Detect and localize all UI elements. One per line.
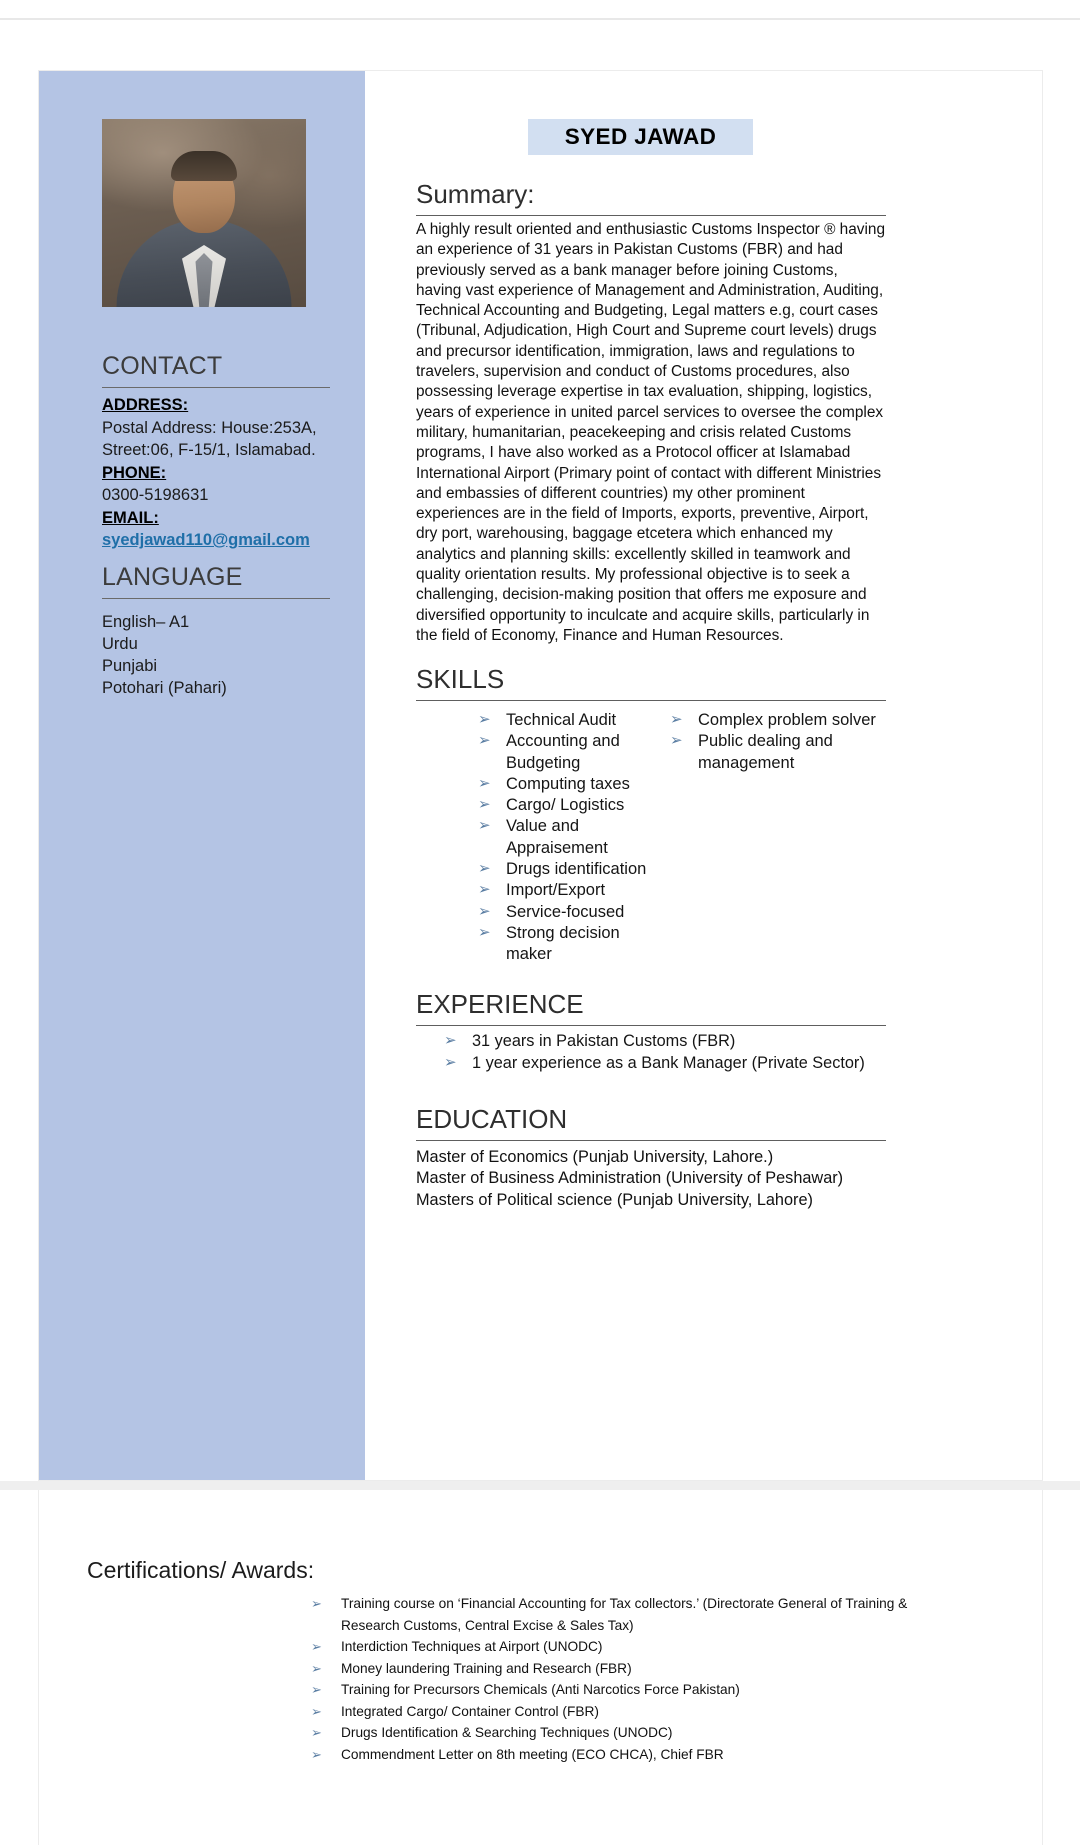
skill-label: Technical Audit [506, 711, 617, 729]
skill-item [478, 710, 648, 731]
arrow-bullet-icon: ➢ [311, 1703, 322, 1719]
skill-item [478, 816, 648, 859]
skill-item [478, 902, 648, 923]
phone-label: PHONE: [102, 463, 167, 482]
arrow-bullet-icon: ➢ [311, 1682, 322, 1697]
arrow-bullet-icon: ➢ [444, 1053, 457, 1071]
experience-item [444, 1031, 886, 1053]
certification-label: Drugs Identification & Searching Techniques (UNODC) [341, 1725, 673, 1740]
arrow-bullet-icon: ➢ [311, 1746, 322, 1762]
sidebar [39, 71, 365, 1480]
skill-label: Accounting and Budgeting [506, 732, 620, 772]
main-content [365, 71, 1044, 1480]
language-item: English– A1 [102, 613, 190, 631]
arrow-bullet-icon: ➢ [478, 817, 491, 835]
address-line-2: Street:06, F-15/1, Islamabad. [102, 441, 316, 459]
skill-label: Computing taxes [506, 774, 630, 793]
experience-label: 31 years in Pakistan Customs (FBR) [472, 1032, 736, 1050]
arrow-bullet-icon: ➢ [478, 923, 491, 941]
photo-hair-shape [171, 151, 237, 181]
profile-photo [102, 119, 306, 307]
language-list [102, 611, 342, 699]
skill-label: Value and Appraisement [506, 817, 608, 857]
arrow-bullet-icon: ➢ [444, 1032, 457, 1049]
page-break-divider [0, 1481, 1080, 1490]
certification-label: Money laundering Training and Research (FBR) [341, 1660, 632, 1676]
language-item: Punjabi [102, 657, 158, 675]
arrow-bullet-icon: ➢ [311, 1639, 322, 1654]
skills-column-right [648, 710, 886, 966]
certification-item [311, 1593, 931, 1636]
experience-heading: EXPERIENCE [416, 989, 886, 1026]
resume-sheet-two [38, 1490, 1043, 1845]
arrow-bullet-icon: ➢ [478, 774, 491, 792]
experience-label: 1 year experience as a Bank Manager (Private Sector) [472, 1053, 865, 1072]
experience-list [416, 1031, 886, 1074]
contact-heading: CONTACT [102, 352, 330, 388]
skill-item [478, 731, 648, 774]
skill-item [478, 774, 648, 795]
skills-columns [416, 710, 886, 966]
certification-item [311, 1744, 931, 1766]
certifications-list [311, 1593, 931, 1765]
education-heading: EDUCATION [416, 1104, 886, 1141]
arrow-bullet-icon: ➢ [670, 732, 683, 750]
arrow-bullet-icon: ➢ [311, 1596, 322, 1611]
skill-item [478, 795, 648, 816]
certification-label: Integrated Cargo/ Container Control (FBR) [341, 1703, 599, 1719]
skill-label: Strong decision maker [506, 923, 620, 964]
top-divider [0, 18, 1080, 20]
skill-item [478, 880, 648, 901]
certification-label: Training for Precursors Chemicals (Anti Narcotics Force Pakistan) [341, 1682, 740, 1697]
education-item: Masters of Political science (Punjab University, Lahore) [416, 1190, 813, 1209]
email-label: EMAIL: [102, 508, 159, 527]
arrow-bullet-icon: ➢ [670, 711, 683, 728]
summary-heading: Summary: [416, 179, 886, 216]
arrow-bullet-icon: ➢ [478, 881, 491, 899]
skill-label: Drugs identification [506, 860, 647, 879]
phone-value: 0300-5198631 [102, 486, 209, 504]
arrow-bullet-icon: ➢ [311, 1660, 322, 1676]
address-line-1: Postal Address: House:253A, [102, 418, 317, 437]
education-item: Master of Economics (Punjab University, Lahore.) [416, 1148, 774, 1166]
certification-item [311, 1658, 931, 1680]
certification-label: Interdiction Techniques at Airport (UNODC) [341, 1639, 603, 1654]
certification-item [311, 1679, 931, 1701]
candidate-name: SYED JAWAD [528, 119, 753, 155]
arrow-bullet-icon: ➢ [311, 1725, 322, 1740]
language-item: Urdu [102, 635, 138, 653]
contact-details [102, 394, 342, 552]
skill-label: Complex problem solver [698, 711, 876, 729]
address-label: ADDRESS: [102, 396, 189, 414]
arrow-bullet-icon: ➢ [478, 732, 491, 750]
skill-label: Import/Export [506, 881, 606, 900]
certification-item [311, 1722, 931, 1744]
language-item: Potohari (Pahari) [102, 679, 227, 697]
skill-label: Public dealing and management [698, 732, 833, 772]
arrow-bullet-icon: ➢ [478, 711, 491, 728]
arrow-bullet-icon: ➢ [478, 796, 491, 814]
skill-item [670, 731, 886, 774]
summary-text: A highly result oriented and enthusiastic Customs Inspector ® having an experience of 31 years in Pakistan Customs (FBR) and had previously served as a bank manager before joining Customs, having vast experience of Management and Administration, Auditing, Technical Accounting and Budgeting, Legal matters e.g, court cases (Tribunal, Adjudication, High Court and Supreme court levels) drugs and precursor identification, immigration, laws and regulations to travelers, supervision and conduct of Customs procedures, also possessing leverage expertise in tax evaluation, shipping, logistics, years of experience in united parcel services to oversee the complex military, humanitarian, peacekeeping and crisis related Customs programs, I have also worked as a Protocol officer at Islamabad International Airport (Primary point of contact with different Ministries and embassies of different countries) my other prominent experiences are in the field of Imports, exports, preventive, Airport, dry port, warehousing, baggage etcetera which enhanced my analytics and planning skills: excellently skilled in teamwork and quality orientation results. My professional objective is to seek a challenging, decision-making position that offers me exposure and diversified opportunity to inculcate and acquire skills, particularly in the field of Economy, Finance and Human Resources. [416, 221, 886, 644]
arrow-bullet-icon: ➢ [478, 902, 491, 920]
certification-label: Training course on ‘Financial Accounting for Tax collectors.’ (Directorate General of Training & Research Customs, Central Excise & Sales Tax) [341, 1596, 908, 1633]
certification-label: Commendment Letter on 8th meeting (ECO CHCA), Chief FBR [341, 1746, 724, 1762]
skill-item [670, 710, 886, 731]
arrow-bullet-icon: ➢ [478, 860, 491, 878]
skill-item [478, 859, 648, 880]
education-list [416, 1147, 916, 1211]
skill-item [478, 923, 648, 966]
skill-label: Cargo/ Logistics [506, 796, 625, 815]
certification-item [311, 1636, 931, 1658]
experience-item [444, 1053, 886, 1075]
skill-label: Service-focused [506, 902, 625, 921]
language-heading: LANGUAGE [102, 563, 330, 599]
education-item: Master of Business Administration (University of Peshawar) [416, 1169, 844, 1188]
certification-item [311, 1701, 931, 1723]
certifications-heading: Certifications/ Awards: [87, 1557, 315, 1583]
skills-heading: SKILLS [416, 664, 886, 701]
resume-sheet-one [38, 70, 1043, 1481]
skills-column-left [416, 710, 648, 966]
email-link[interactable]: syedjawad110@gmail.com [102, 531, 310, 549]
